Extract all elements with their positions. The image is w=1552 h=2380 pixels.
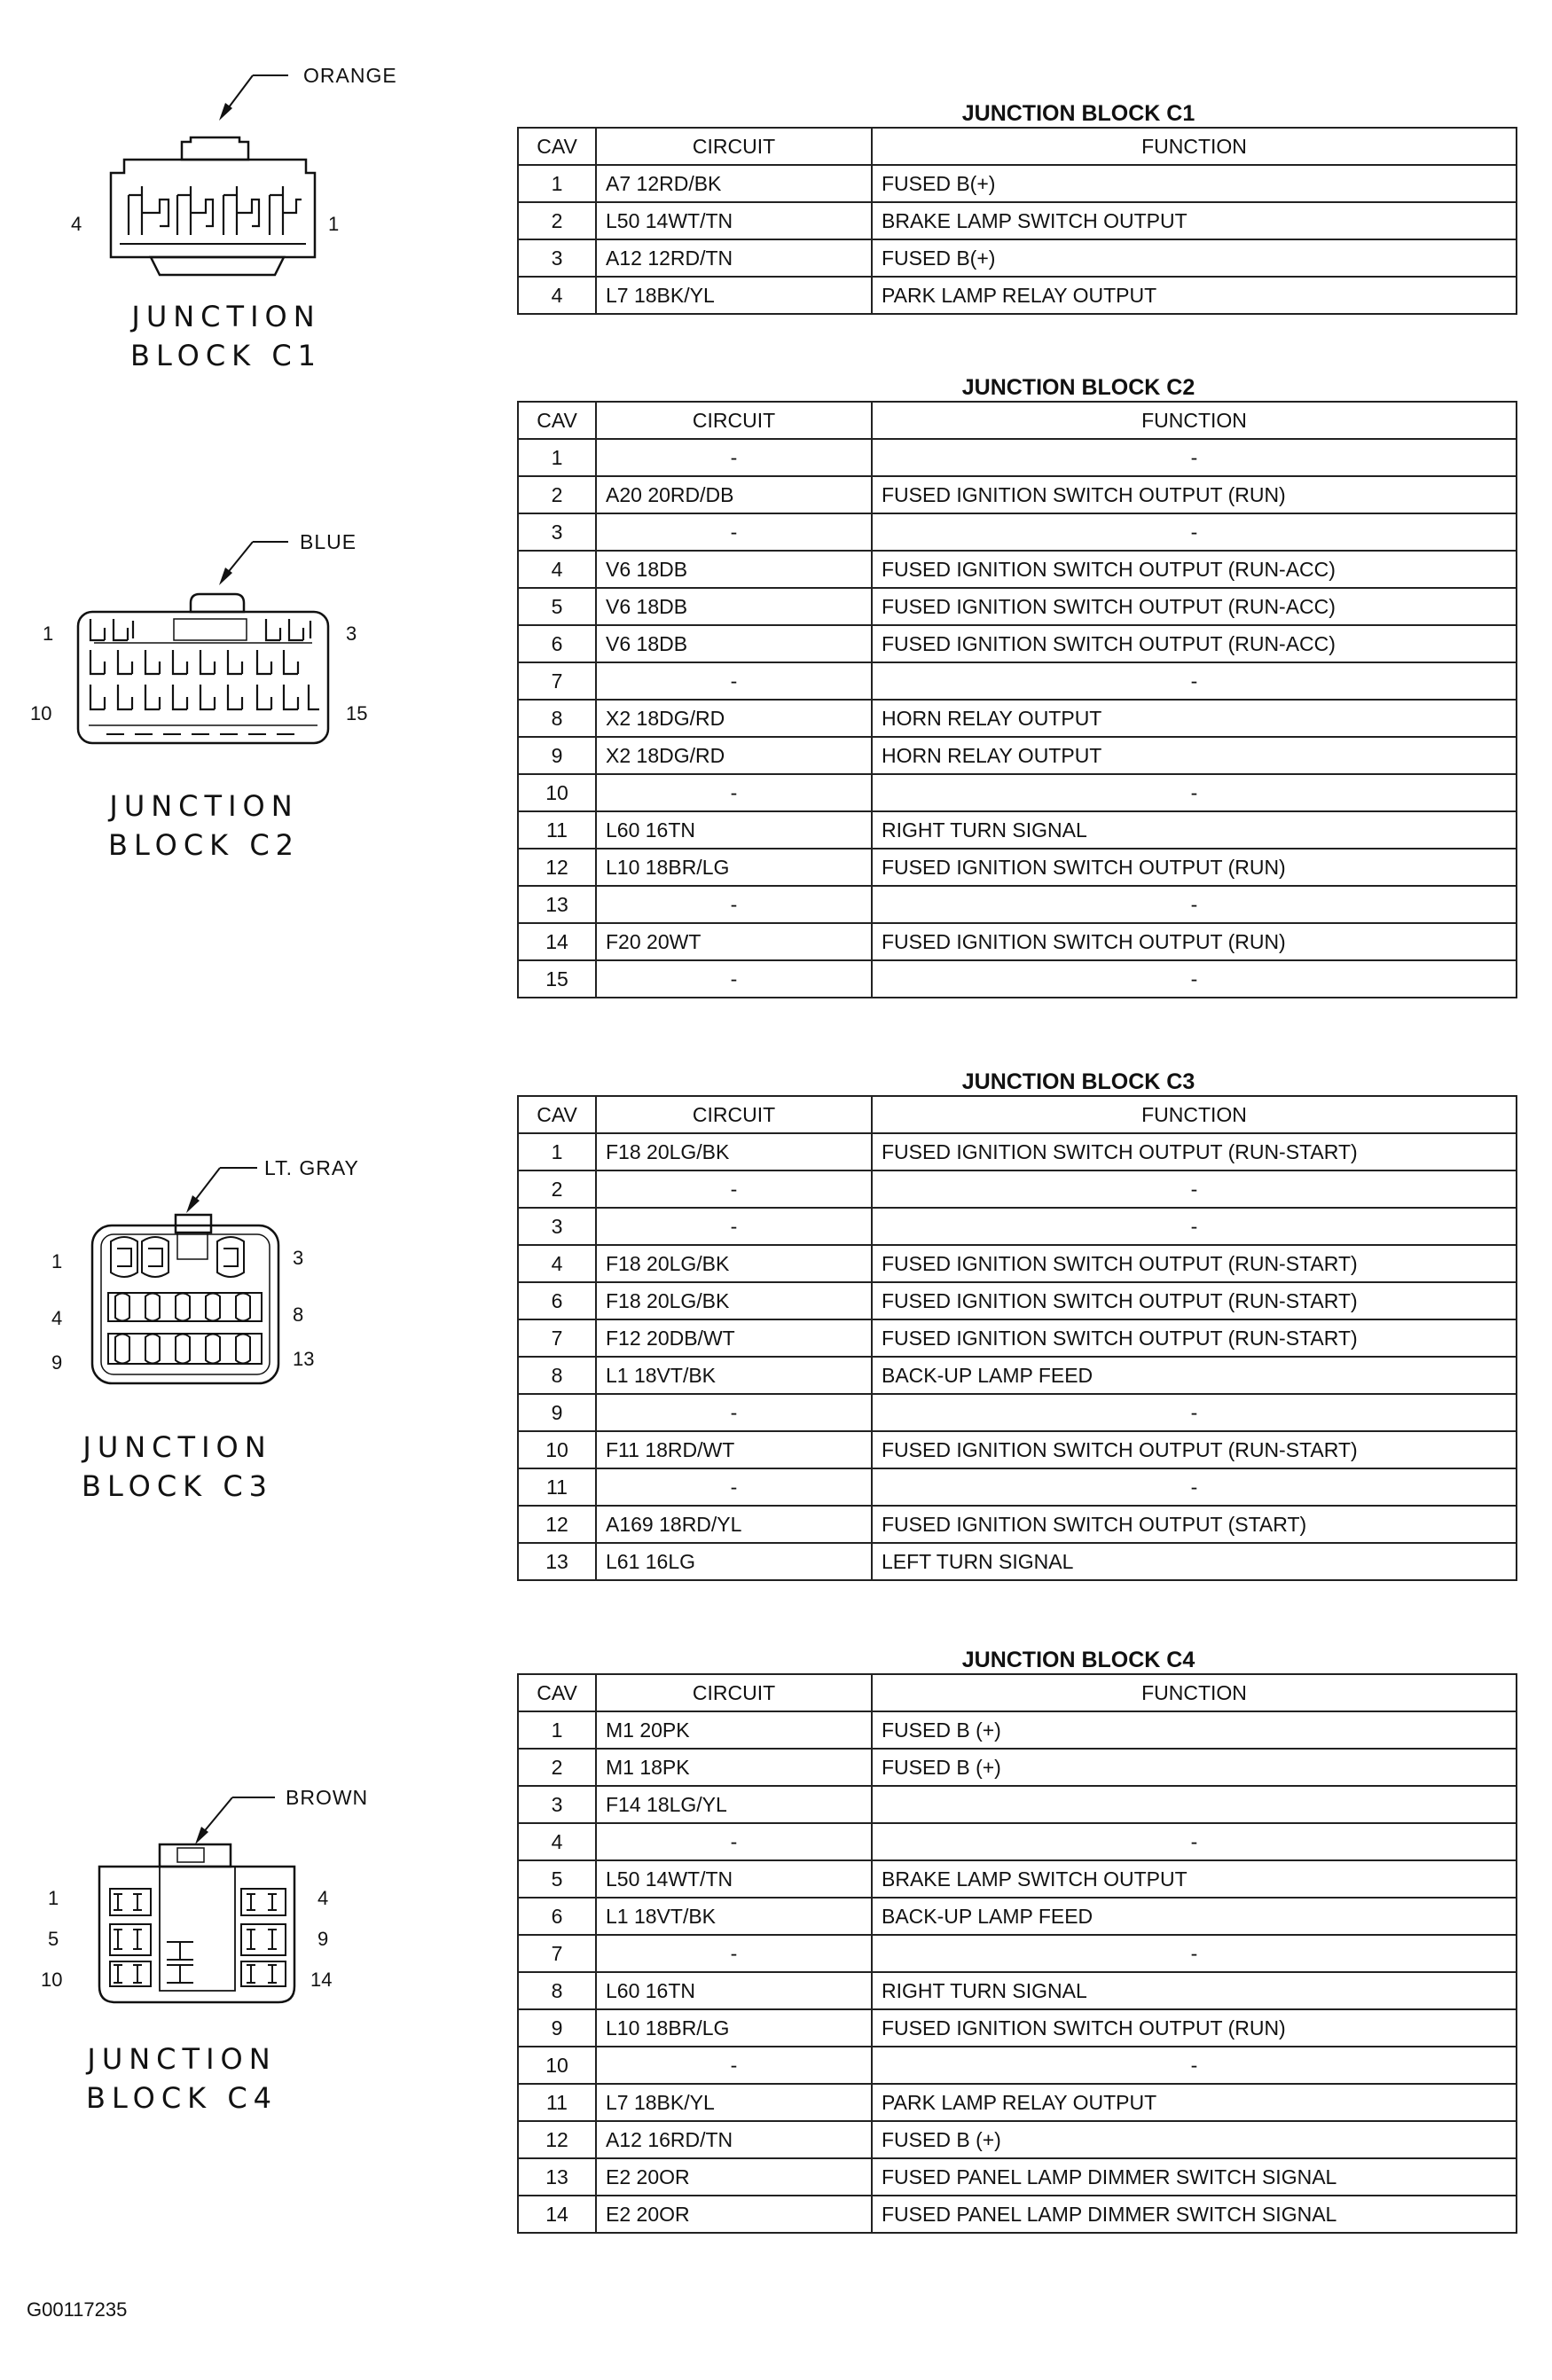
connector-c4-pin-4: 4 bbox=[317, 1887, 329, 1909]
table-row bbox=[518, 1170, 1517, 1208]
pinout-table bbox=[517, 1095, 1517, 1581]
cell-cav: 5 bbox=[518, 588, 596, 625]
cell-function: - bbox=[872, 2047, 1517, 2084]
header-function: FUNCTION bbox=[872, 1674, 1517, 1711]
connector-c3-pin-1: 1 bbox=[51, 1250, 63, 1272]
header-circuit: CIRCUIT bbox=[596, 1674, 872, 1711]
connector-c4 bbox=[0, 1773, 497, 2146]
connector-c2-terminals bbox=[90, 619, 319, 709]
cell-function: HORN RELAY OUTPUT bbox=[872, 700, 1517, 737]
connector-c2-color: BLUE bbox=[300, 530, 357, 553]
cell-cav: 1 bbox=[518, 165, 596, 202]
cell-cav: 10 bbox=[518, 2047, 596, 2084]
connector-c3-pin-4: 4 bbox=[51, 1307, 63, 1329]
cell-function: BACK-UP LAMP FEED bbox=[872, 1898, 1517, 1935]
table-row bbox=[518, 923, 1517, 960]
cell-function: FUSED IGNITION SWITCH OUTPUT (RUN) bbox=[872, 476, 1517, 513]
cell-circuit: F18 20LG/BK bbox=[596, 1245, 872, 1282]
table-row bbox=[518, 662, 1517, 700]
connector-c3-title: JUNCTION BLOCK C3 bbox=[81, 1430, 274, 1503]
table-row bbox=[518, 1431, 1517, 1468]
cell-cav: 8 bbox=[518, 1357, 596, 1394]
cell-cav: 14 bbox=[518, 923, 596, 960]
connector-c4-color: BROWN bbox=[286, 1786, 369, 1809]
cell-function: - bbox=[872, 662, 1517, 700]
cell-function: FUSED B (+) bbox=[872, 2121, 1517, 2158]
cell-circuit: - bbox=[596, 439, 872, 476]
cell-circuit: V6 18DB bbox=[596, 625, 872, 662]
table-row bbox=[518, 513, 1517, 551]
cell-circuit: L50 14WT/TN bbox=[596, 202, 872, 239]
cell-circuit: - bbox=[596, 1170, 872, 1208]
junction-block-c4-table bbox=[517, 1643, 1516, 2234]
table-title: JUNCTION BLOCK C4 bbox=[961, 1648, 1195, 1672]
cell-function: FUSED B(+) bbox=[872, 239, 1517, 277]
cell-cav: 9 bbox=[518, 2009, 596, 2047]
connector-c4-pin-9: 9 bbox=[317, 1928, 329, 1950]
table-row bbox=[518, 774, 1517, 811]
table-row bbox=[518, 202, 1517, 239]
cell-cav: 10 bbox=[518, 1431, 596, 1468]
cell-circuit: F18 20LG/BK bbox=[596, 1133, 872, 1170]
connector-c3-pin-8: 8 bbox=[293, 1304, 304, 1326]
cell-circuit: M1 18PK bbox=[596, 1749, 872, 1786]
connector-c2 bbox=[0, 523, 497, 860]
cell-circuit: X2 18DG/RD bbox=[596, 700, 872, 737]
cell-circuit: V6 18DB bbox=[596, 551, 872, 588]
header-cav: CAV bbox=[518, 1674, 596, 1711]
table-row bbox=[518, 849, 1517, 886]
cell-function: FUSED B (+) bbox=[872, 1749, 1517, 1786]
cell-function: FUSED IGNITION SWITCH OUTPUT (RUN-START) bbox=[872, 1245, 1517, 1282]
cell-cav: 14 bbox=[518, 2196, 596, 2233]
pinout-table bbox=[517, 1673, 1517, 2234]
cell-cav: 15 bbox=[518, 960, 596, 998]
pinout-table bbox=[517, 401, 1517, 998]
cell-cav: 3 bbox=[518, 1208, 596, 1245]
table-row bbox=[518, 2158, 1517, 2196]
cell-circuit: - bbox=[596, 513, 872, 551]
header-function: FUNCTION bbox=[872, 1096, 1517, 1133]
cell-cav: 4 bbox=[518, 1823, 596, 1860]
connector-c3-pin-3: 3 bbox=[293, 1247, 304, 1269]
table-row bbox=[518, 277, 1517, 314]
cell-function: FUSED IGNITION SWITCH OUTPUT (RUN-START) bbox=[872, 1319, 1517, 1357]
cell-cav: 1 bbox=[518, 439, 596, 476]
connector-c1-title: JUNCTION BLOCK C1 bbox=[129, 300, 323, 372]
table-row bbox=[518, 1898, 1517, 1935]
cell-function: FUSED PANEL LAMP DIMMER SWITCH SIGNAL bbox=[872, 2158, 1517, 2196]
cell-circuit: F14 18LG/YL bbox=[596, 1786, 872, 1823]
connector-c3-pin-13: 13 bbox=[293, 1348, 315, 1370]
cell-circuit: F11 18RD/WT bbox=[596, 1431, 872, 1468]
connector-c2-pin-10: 10 bbox=[30, 702, 52, 724]
table-row bbox=[518, 165, 1517, 202]
cell-function: RIGHT TURN SIGNAL bbox=[872, 811, 1517, 849]
table-row bbox=[518, 1133, 1517, 1170]
cell-cav: 13 bbox=[518, 2158, 596, 2196]
connector-c1-pin-right: 1 bbox=[328, 213, 340, 235]
cell-function: FUSED IGNITION SWITCH OUTPUT (START) bbox=[872, 1506, 1517, 1543]
cell-function: - bbox=[872, 1394, 1517, 1431]
table-row bbox=[518, 1394, 1517, 1431]
cell-circuit: - bbox=[596, 1935, 872, 1972]
connector-c4-pin-14: 14 bbox=[310, 1969, 333, 1991]
cell-cav: 9 bbox=[518, 737, 596, 774]
table-row bbox=[518, 1245, 1517, 1282]
cell-cav: 7 bbox=[518, 1935, 596, 1972]
connector-c4-pin-5: 5 bbox=[48, 1928, 59, 1950]
cell-cav: 11 bbox=[518, 1468, 596, 1506]
cell-circuit: A20 20RD/DB bbox=[596, 476, 872, 513]
cell-circuit: M1 20PK bbox=[596, 1711, 872, 1749]
table-row bbox=[518, 2121, 1517, 2158]
connector-c4-title: JUNCTION BLOCK C4 bbox=[85, 2042, 278, 2115]
cell-cav: 7 bbox=[518, 662, 596, 700]
cell-circuit: L60 16TN bbox=[596, 1972, 872, 2009]
table-row bbox=[518, 1972, 1517, 2009]
cell-cav: 4 bbox=[518, 551, 596, 588]
cell-cav: 7 bbox=[518, 1319, 596, 1357]
table-row bbox=[518, 1786, 1517, 1823]
cell-function: - bbox=[872, 1823, 1517, 1860]
cell-circuit: A12 16RD/TN bbox=[596, 2121, 872, 2158]
table-row bbox=[518, 1935, 1517, 1972]
header-function: FUNCTION bbox=[872, 402, 1517, 439]
cell-function: FUSED IGNITION SWITCH OUTPUT (RUN-START) bbox=[872, 1431, 1517, 1468]
cell-cav: 9 bbox=[518, 1394, 596, 1431]
cell-function: FUSED IGNITION SWITCH OUTPUT (RUN-ACC) bbox=[872, 588, 1517, 625]
junction-block-c2-table bbox=[517, 371, 1516, 998]
cell-function: FUSED IGNITION SWITCH OUTPUT (RUN-ACC) bbox=[872, 551, 1517, 588]
cell-cav: 3 bbox=[518, 513, 596, 551]
table-row bbox=[518, 700, 1517, 737]
connector-c3-pin-9: 9 bbox=[51, 1351, 63, 1374]
connector-c3 bbox=[0, 1144, 497, 1516]
cell-cav: 12 bbox=[518, 2121, 596, 2158]
header-circuit: CIRCUIT bbox=[596, 128, 872, 165]
cell-function: FUSED IGNITION SWITCH OUTPUT (RUN) bbox=[872, 2009, 1517, 2047]
cell-circuit: L1 18VT/BK bbox=[596, 1898, 872, 1935]
junction-block-c3-table bbox=[517, 1065, 1516, 1581]
connector-c4-pin-1: 1 bbox=[48, 1887, 59, 1909]
connector-c4-terminals bbox=[110, 1889, 286, 1986]
cell-circuit: F20 20WT bbox=[596, 923, 872, 960]
cell-function: - bbox=[872, 1935, 1517, 1972]
table-row bbox=[518, 960, 1517, 998]
table-row bbox=[518, 588, 1517, 625]
cell-cav: 11 bbox=[518, 2084, 596, 2121]
cell-function: - bbox=[872, 1170, 1517, 1208]
table-row bbox=[518, 1208, 1517, 1245]
cell-cav: 4 bbox=[518, 1245, 596, 1282]
figure-code: G00117235 bbox=[27, 2298, 128, 2321]
cell-circuit: L10 18BR/LG bbox=[596, 2009, 872, 2047]
cell-cav: 3 bbox=[518, 1786, 596, 1823]
header-circuit: CIRCUIT bbox=[596, 1096, 872, 1133]
connector-c1-pin-left: 4 bbox=[71, 213, 82, 235]
cell-cav: 6 bbox=[518, 625, 596, 662]
table-row bbox=[518, 1506, 1517, 1543]
cell-circuit: A7 12RD/BK bbox=[596, 165, 872, 202]
cell-circuit: - bbox=[596, 960, 872, 998]
cell-circuit: - bbox=[596, 662, 872, 700]
cell-function: - bbox=[872, 774, 1517, 811]
cell-function: BRAKE LAMP SWITCH OUTPUT bbox=[872, 202, 1517, 239]
table-row bbox=[518, 1282, 1517, 1319]
cell-circuit: - bbox=[596, 1823, 872, 1860]
cell-cav: 2 bbox=[518, 476, 596, 513]
cell-circuit: E2 20OR bbox=[596, 2158, 872, 2196]
cell-cav: 1 bbox=[518, 1711, 596, 1749]
cell-function: RIGHT TURN SIGNAL bbox=[872, 1972, 1517, 2009]
table-row bbox=[518, 1711, 1517, 1749]
table-row bbox=[518, 1860, 1517, 1898]
table-row bbox=[518, 239, 1517, 277]
cell-function: - bbox=[872, 886, 1517, 923]
table-row bbox=[518, 1543, 1517, 1580]
connector-c2-pin-15: 15 bbox=[346, 702, 368, 724]
table-header-row bbox=[518, 402, 1517, 439]
cell-cav: 8 bbox=[518, 700, 596, 737]
cell-circuit: X2 18DG/RD bbox=[596, 737, 872, 774]
header-circuit: CIRCUIT bbox=[596, 402, 872, 439]
table-header-row bbox=[518, 1096, 1517, 1133]
connector-c1 bbox=[0, 53, 497, 390]
cell-circuit: - bbox=[596, 774, 872, 811]
pinout-table bbox=[517, 127, 1517, 315]
table-row bbox=[518, 737, 1517, 774]
cell-cav: 2 bbox=[518, 1749, 596, 1786]
table-row bbox=[518, 811, 1517, 849]
table-row bbox=[518, 1357, 1517, 1394]
table-row bbox=[518, 2009, 1517, 2047]
cell-cav: 10 bbox=[518, 774, 596, 811]
cell-function: PARK LAMP RELAY OUTPUT bbox=[872, 277, 1517, 314]
table-title: JUNCTION BLOCK C2 bbox=[961, 375, 1195, 400]
table-header-row bbox=[518, 1674, 1517, 1711]
table-row bbox=[518, 1319, 1517, 1357]
cell-function: LEFT TURN SIGNAL bbox=[872, 1543, 1517, 1580]
connector-c4-pin-10: 10 bbox=[41, 1969, 63, 1991]
connector-c2-title: JUNCTION BLOCK C2 bbox=[107, 789, 301, 862]
table-row bbox=[518, 2084, 1517, 2121]
cell-cav: 2 bbox=[518, 1170, 596, 1208]
cell-cav: 11 bbox=[518, 811, 596, 849]
table-row bbox=[518, 476, 1517, 513]
table-row bbox=[518, 2196, 1517, 2233]
cell-function: BRAKE LAMP SWITCH OUTPUT bbox=[872, 1860, 1517, 1898]
table-row bbox=[518, 1823, 1517, 1860]
connector-c2-pin-3: 3 bbox=[346, 622, 357, 645]
cell-function: FUSED IGNITION SWITCH OUTPUT (RUN-START) bbox=[872, 1133, 1517, 1170]
table-row bbox=[518, 886, 1517, 923]
connector-c1-color: ORANGE bbox=[303, 64, 397, 87]
cell-function bbox=[872, 1786, 1517, 1823]
cell-circuit: - bbox=[596, 1468, 872, 1506]
cell-cav: 13 bbox=[518, 886, 596, 923]
cell-circuit: - bbox=[596, 886, 872, 923]
junction-block-c1-table bbox=[517, 97, 1516, 315]
cell-function: FUSED B (+) bbox=[872, 1711, 1517, 1749]
cell-cav: 13 bbox=[518, 1543, 596, 1580]
cell-cav: 2 bbox=[518, 202, 596, 239]
cell-circuit: - bbox=[596, 1208, 872, 1245]
header-cav: CAV bbox=[518, 128, 596, 165]
table-row bbox=[518, 1749, 1517, 1786]
cell-cav: 12 bbox=[518, 849, 596, 886]
cell-circuit: - bbox=[596, 1394, 872, 1431]
cell-circuit: A12 12RD/TN bbox=[596, 239, 872, 277]
cell-cav: 6 bbox=[518, 1898, 596, 1935]
table-row bbox=[518, 1468, 1517, 1506]
cell-circuit: L7 18BK/YL bbox=[596, 277, 872, 314]
cell-circuit: - bbox=[596, 2047, 872, 2084]
cell-circuit: F18 20LG/BK bbox=[596, 1282, 872, 1319]
cell-circuit: L1 18VT/BK bbox=[596, 1357, 872, 1394]
cell-cav: 12 bbox=[518, 1506, 596, 1543]
cell-function: PARK LAMP RELAY OUTPUT bbox=[872, 2084, 1517, 2121]
cell-function: FUSED B(+) bbox=[872, 165, 1517, 202]
cell-function: FUSED PANEL LAMP DIMMER SWITCH SIGNAL bbox=[872, 2196, 1517, 2233]
cell-function: FUSED IGNITION SWITCH OUTPUT (RUN-START) bbox=[872, 1282, 1517, 1319]
connector-c2-pin-1: 1 bbox=[43, 622, 54, 645]
table-title: JUNCTION BLOCK C3 bbox=[961, 1069, 1195, 1094]
cell-circuit: L10 18BR/LG bbox=[596, 849, 872, 886]
connector-c3-terminals bbox=[108, 1237, 262, 1364]
cell-circuit: E2 20OR bbox=[596, 2196, 872, 2233]
cell-function: FUSED IGNITION SWITCH OUTPUT (RUN) bbox=[872, 849, 1517, 886]
header-cav: CAV bbox=[518, 402, 596, 439]
cell-circuit: L50 14WT/TN bbox=[596, 1860, 872, 1898]
table-row bbox=[518, 2047, 1517, 2084]
cell-function: BACK-UP LAMP FEED bbox=[872, 1357, 1517, 1394]
header-function: FUNCTION bbox=[872, 128, 1517, 165]
table-row bbox=[518, 439, 1517, 476]
cell-cav: 8 bbox=[518, 1972, 596, 2009]
cell-circuit: L7 18BK/YL bbox=[596, 2084, 872, 2121]
cell-circuit: V6 18DB bbox=[596, 588, 872, 625]
cell-circuit: F12 20DB/WT bbox=[596, 1319, 872, 1357]
cell-function: HORN RELAY OUTPUT bbox=[872, 737, 1517, 774]
cell-function: FUSED IGNITION SWITCH OUTPUT (RUN-ACC) bbox=[872, 625, 1517, 662]
connector-c3-color: LT. GRAY bbox=[264, 1156, 359, 1179]
cell-function: - bbox=[872, 1468, 1517, 1506]
cell-cav: 4 bbox=[518, 277, 596, 314]
cell-cav: 6 bbox=[518, 1282, 596, 1319]
cell-function: - bbox=[872, 439, 1517, 476]
cell-cav: 1 bbox=[518, 1133, 596, 1170]
cell-function: - bbox=[872, 960, 1517, 998]
cell-circuit: L61 16LG bbox=[596, 1543, 872, 1580]
table-row bbox=[518, 625, 1517, 662]
cell-circuit: A169 18RD/YL bbox=[596, 1506, 872, 1543]
cell-function: - bbox=[872, 513, 1517, 551]
cell-function: FUSED IGNITION SWITCH OUTPUT (RUN) bbox=[872, 923, 1517, 960]
cell-function: - bbox=[872, 1208, 1517, 1245]
table-header-row bbox=[518, 128, 1517, 165]
cell-cav: 5 bbox=[518, 1860, 596, 1898]
cell-circuit: L60 16TN bbox=[596, 811, 872, 849]
header-cav: CAV bbox=[518, 1096, 596, 1133]
table-row bbox=[518, 551, 1517, 588]
table-title: JUNCTION BLOCK C1 bbox=[961, 101, 1195, 126]
cell-cav: 3 bbox=[518, 239, 596, 277]
